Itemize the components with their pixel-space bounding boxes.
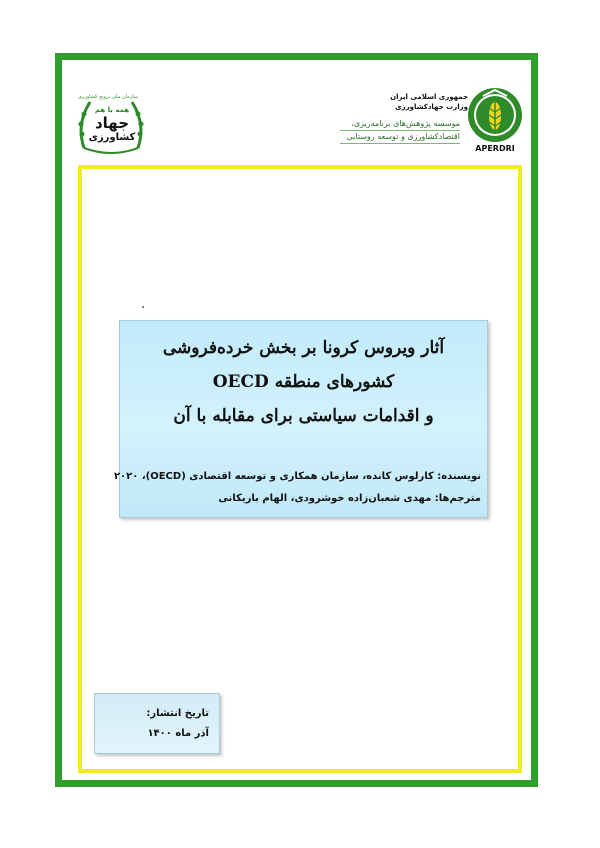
translators-line: مترجم‌ها: مهدی شعبان‌زاده خوشرودی، الهام باریکانی bbox=[218, 493, 481, 504]
publication-date-label: تاریخ انتشار: bbox=[146, 708, 209, 719]
jahad-keshavarzi-logo bbox=[72, 94, 150, 156]
aperdri-logo bbox=[465, 86, 525, 158]
logo-brand-keshavarzi: کشاورزی bbox=[88, 132, 136, 143]
wheat-emblem-icon bbox=[465, 86, 525, 146]
ministry-header bbox=[340, 92, 468, 112]
title-line-1: آثار ویروس کرونا بر بخش خرده‌فروشی bbox=[162, 338, 445, 358]
logo-tagline: همه با هم bbox=[94, 106, 130, 114]
title-box bbox=[113, 320, 488, 518]
title-line-2: کشورهای منطقه OECD bbox=[212, 372, 395, 392]
institute-line-2: اقتصادکشاورزی و توسعه روستایی bbox=[340, 131, 460, 144]
author-line: نویسنده: کارلوس کانده، سازمان همکاری و توسعه اقتصادی (OECD)، ۲۰۲۰ bbox=[113, 471, 481, 482]
stray-dot bbox=[142, 306, 144, 308]
publication-date-box bbox=[94, 693, 220, 754]
ministry-name: وزارت جهادکشاورزی bbox=[395, 103, 468, 111]
aperdri-acronym: APERDRI bbox=[475, 144, 515, 153]
publication-date-value: آذر ماه ۱۴۰۰ bbox=[147, 728, 209, 739]
logo-ring-text: سازمان ملی ترویج کشاورزی bbox=[78, 94, 138, 100]
institute-line-1: موسسه پژوهش‌های برنامه‌ریزی، bbox=[340, 118, 460, 131]
gov-name: جمهوری اسلامی ایران bbox=[390, 93, 468, 101]
logo-brand-jahad: جهاد bbox=[94, 114, 130, 132]
institute-name bbox=[340, 118, 460, 144]
title-line-3: و اقدامات سیاستی برای مقابله با آن bbox=[173, 406, 434, 426]
